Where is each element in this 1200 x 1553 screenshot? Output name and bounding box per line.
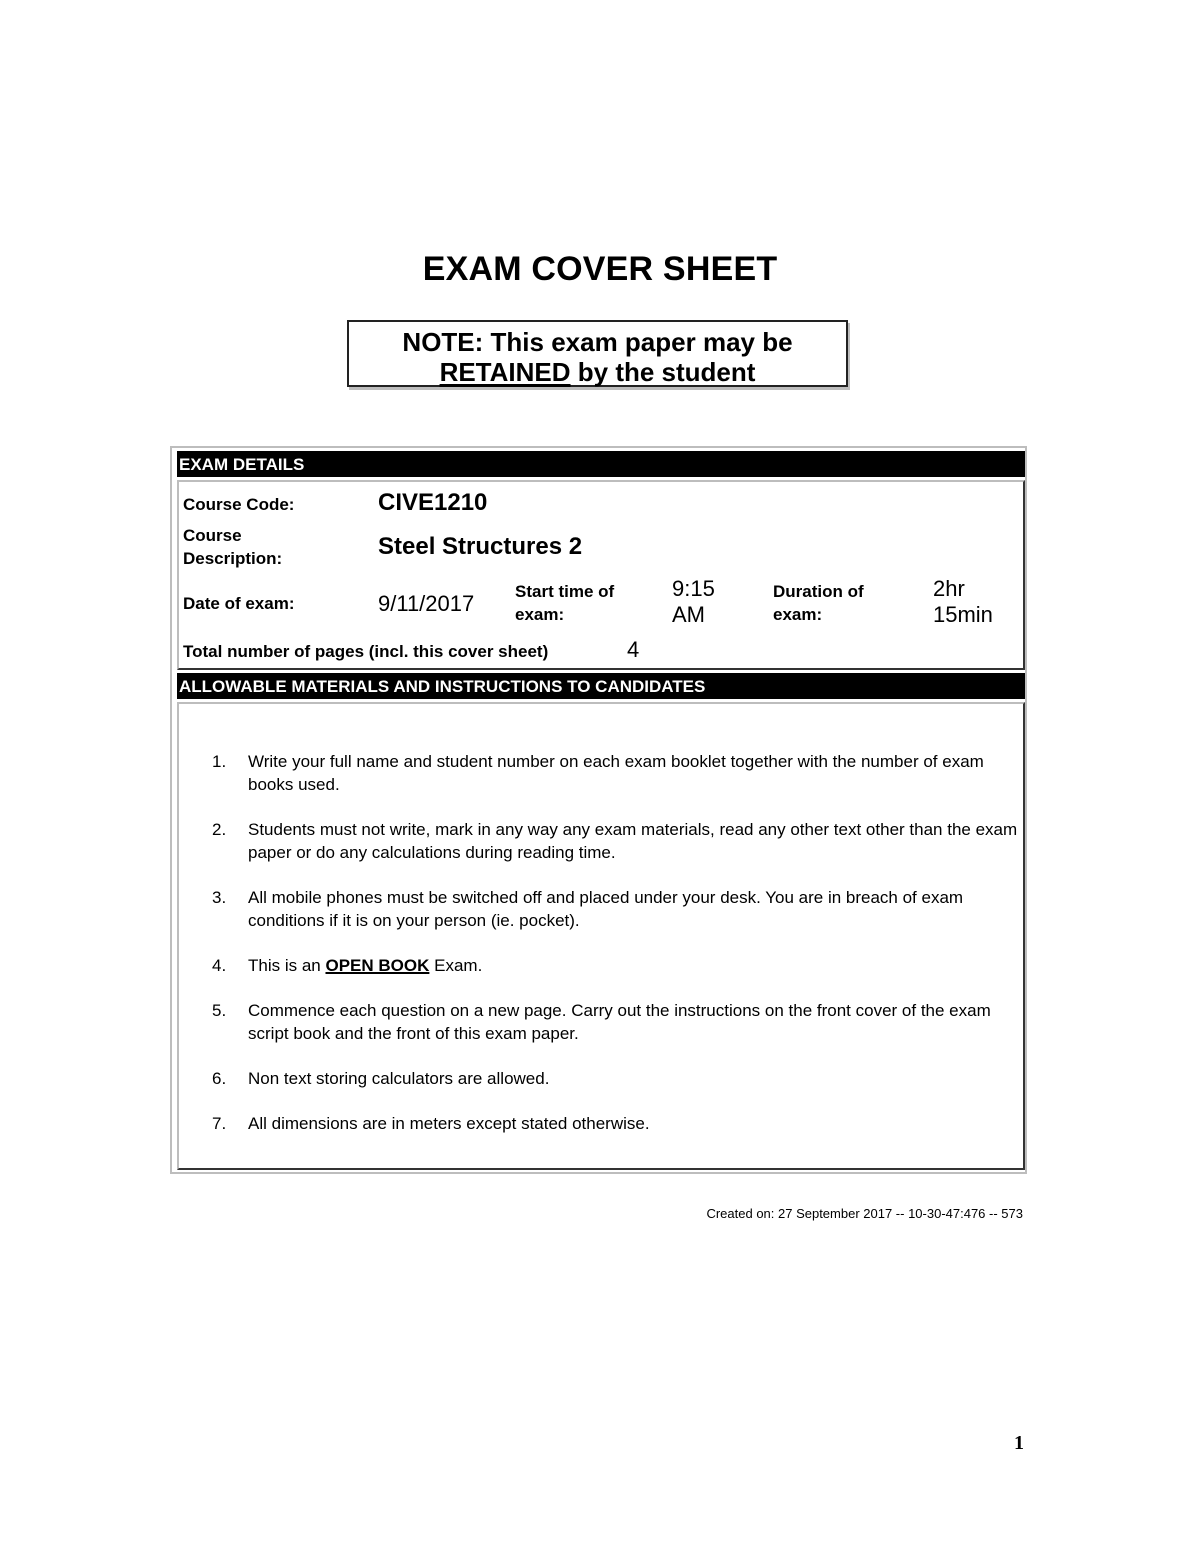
course-description-label-2: Description: (183, 549, 283, 568)
note-line-2 (349, 357, 846, 387)
instruction-text: Commence each question on a new page. Carry out the instructions on the front cover of the exam script book and the front of this exam paper. (248, 1001, 991, 1043)
instruction-text: All dimensions are in meters except stated otherwise. (248, 1114, 650, 1133)
instruction-text: Non text storing calculators are allowed. (248, 1069, 550, 1088)
instruction-item (208, 750, 1028, 796)
note-line-1: NOTE: This exam paper may be (402, 327, 793, 357)
start-time-value-1: 9:15 (672, 576, 715, 601)
instruction-item (208, 954, 1028, 977)
instruction-item (208, 886, 1028, 932)
materials-header: ALLOWABLE MATERIALS AND INSTRUCTIONS TO CANDIDATES (177, 673, 1025, 699)
date-label: Date of exam: (183, 594, 295, 613)
date-value: 9/11/2017 (378, 591, 475, 616)
course-description-label-1: Course (183, 526, 242, 545)
duration-value-2: 15min (933, 602, 993, 627)
total-pages-label: Total number of pages (incl. this cover sheet) (183, 642, 549, 661)
open-book-emphasis: OPEN BOOK (325, 956, 430, 975)
duration-label-2: exam: (773, 605, 823, 624)
start-time-label-2: exam: (515, 605, 565, 624)
instruction-text: All mobile phones must be switched off and placed under your desk. You are in breach of exam conditions if it is on your person (ie. pocket). (248, 888, 964, 930)
instruction-number: 1. (212, 752, 227, 771)
course-description-value: Steel Structures 2 (378, 533, 583, 560)
start-time-label-1: Start time of (515, 582, 615, 601)
exam-details-header: EXAM DETAILS (177, 451, 1025, 477)
exam-details-body (177, 480, 1025, 670)
instruction-number: 2. (212, 820, 227, 839)
instruction-text-post: Exam. (429, 956, 483, 975)
instruction-number: 4. (212, 956, 227, 975)
retention-note (347, 320, 848, 387)
instruction-item (208, 1067, 1028, 1090)
instruction-number: 6. (212, 1069, 227, 1088)
created-timestamp: Created on: 27 September 2017 -- 10-30-47:476 -- 573 (706, 1206, 1023, 1221)
instruction-item (208, 818, 1028, 864)
duration-value-1: 2hr (933, 576, 965, 601)
instruction-text-pre: This is an (248, 956, 326, 975)
course-code-value: CIVE1210 (378, 489, 488, 516)
instructions-list (208, 750, 1028, 1157)
exam-details-table (170, 446, 1027, 1174)
instruction-item (208, 999, 1028, 1045)
note-line-2-rest: by the student (570, 357, 756, 387)
start-time-value-2: AM (672, 602, 705, 627)
instruction-number: 3. (212, 888, 227, 907)
instruction-text: Students must not write, mark in any way any exam materials, read any other text other than the exam paper or do any calculations during reading time. (248, 820, 1018, 862)
retained-word: RETAINED (439, 357, 571, 387)
total-pages-value: 4 (627, 637, 640, 662)
duration-label-1: Duration of (773, 582, 864, 601)
page-number: 1 (1014, 1432, 1024, 1454)
page-title: EXAM COVER SHEET (422, 250, 778, 288)
instruction-text: Write your full name and student number on each exam booklet together with the number of exam books used. (248, 752, 984, 794)
instruction-number: 7. (212, 1114, 227, 1133)
course-code-label: Course Code: (183, 495, 295, 514)
instruction-number: 5. (212, 1001, 227, 1020)
instruction-item (208, 1112, 1028, 1135)
